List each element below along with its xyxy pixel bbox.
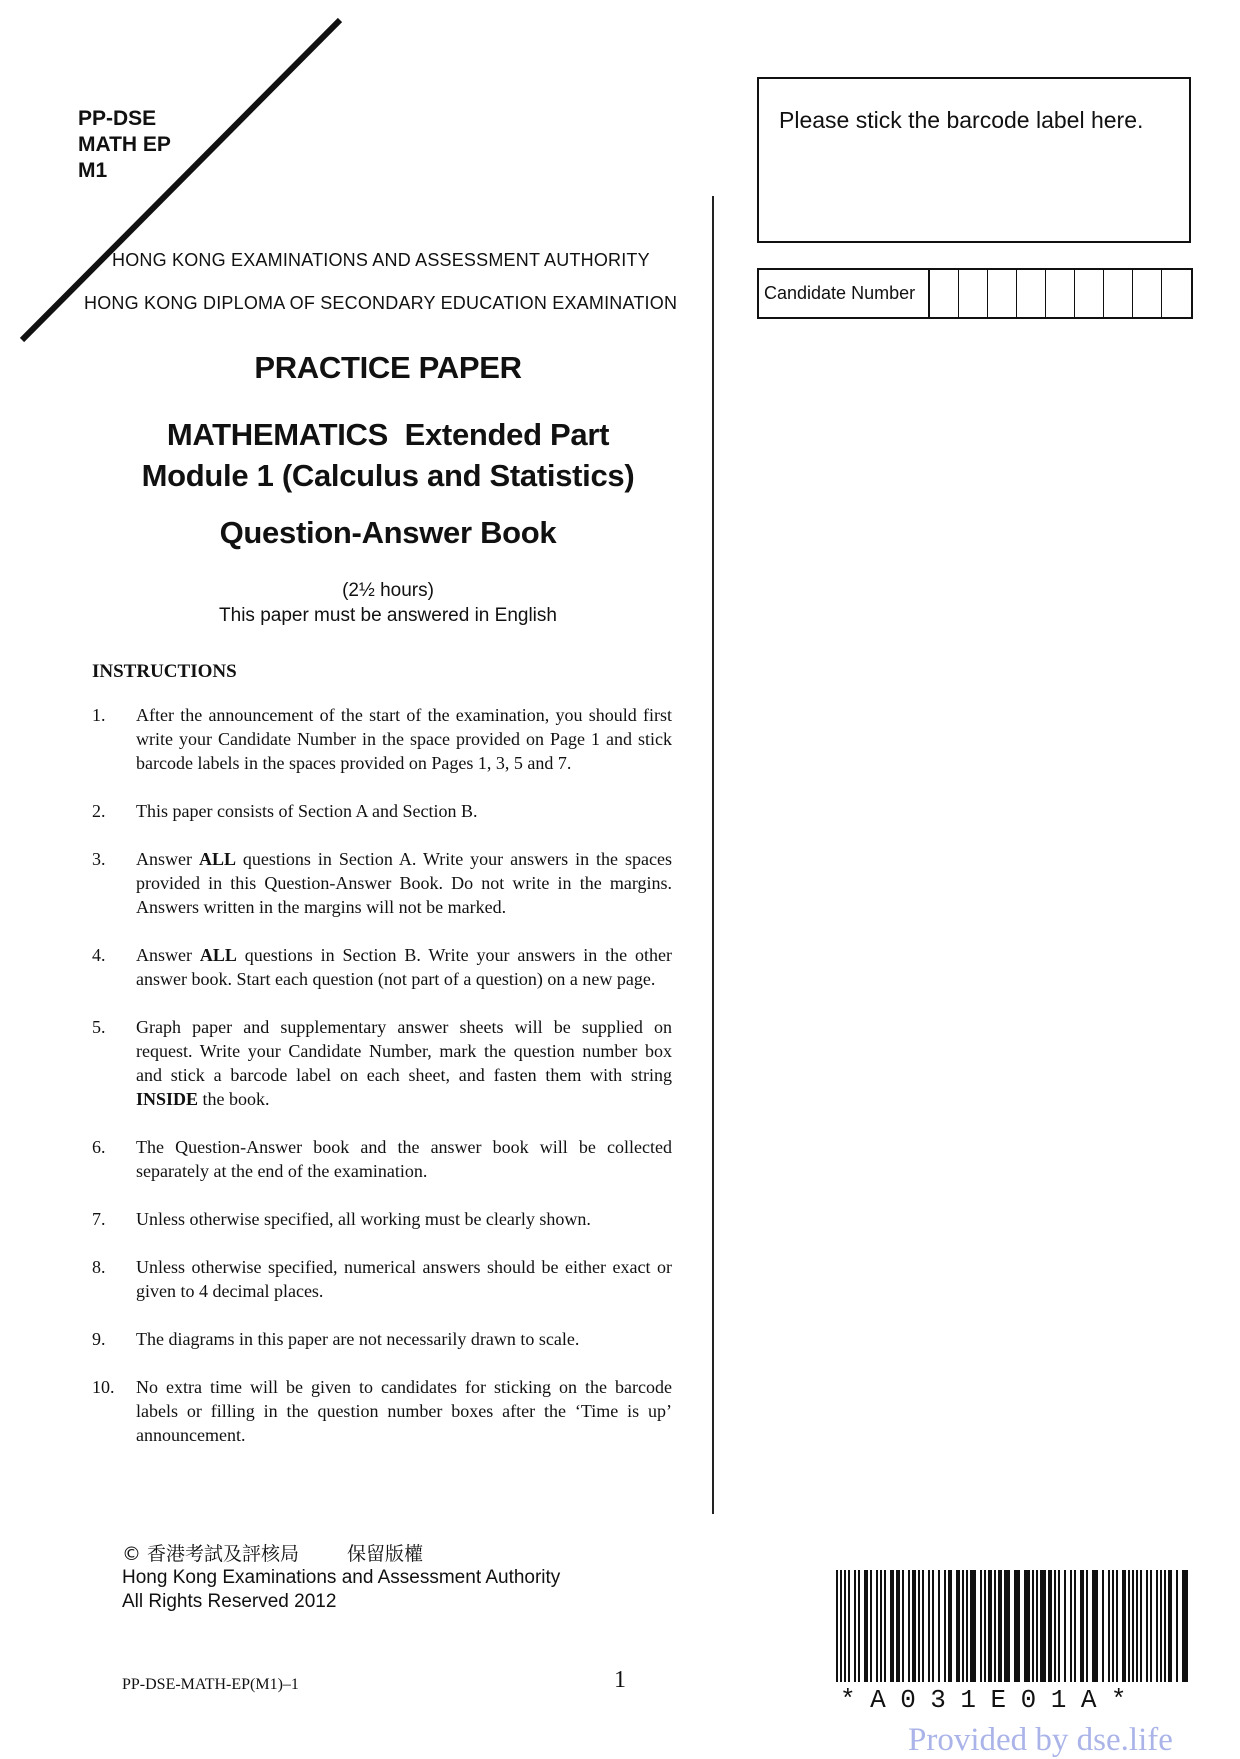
barcode-label-instruction: Please stick the barcode label here. — [779, 107, 1144, 133]
barcode-bar — [1004, 1570, 1010, 1682]
barcode-bar — [1102, 1570, 1104, 1682]
barcode-bar — [1116, 1570, 1118, 1682]
instruction-emphasis: ALL — [199, 945, 237, 965]
barcode-bar — [1040, 1570, 1046, 1682]
barcode-bar — [1036, 1570, 1038, 1682]
barcode-bar — [922, 1570, 924, 1682]
barcode-bar — [1122, 1570, 1126, 1682]
barcode-bar — [984, 1570, 986, 1682]
instruction-text-part: No extra time will be given to candidates for sticking on the barcode labels or filling in the question number boxes after the ‘Time is up’ announcement. — [136, 1377, 672, 1445]
copyright-block — [122, 1542, 560, 1614]
barcode-bar — [1054, 1570, 1056, 1682]
barcode-bar — [1014, 1570, 1020, 1682]
duration-block — [78, 578, 698, 628]
barcode-bar — [1080, 1570, 1084, 1682]
barcode-bar — [1176, 1570, 1178, 1682]
candidate-number-cell[interactable] — [959, 270, 988, 317]
barcode-bar — [1132, 1570, 1134, 1682]
barcode-bar — [994, 1570, 996, 1682]
barcode-bar — [1108, 1570, 1110, 1682]
candidate-number-cell[interactable] — [1133, 270, 1162, 317]
barcode-bar — [1058, 1570, 1060, 1682]
barcode-bar — [858, 1570, 860, 1682]
barcode-bar — [836, 1570, 838, 1682]
instruction-number: 4. — [92, 945, 106, 965]
barcode-bar — [1164, 1570, 1166, 1682]
barcode-bar — [880, 1570, 882, 1682]
candidate-number-cell[interactable] — [988, 270, 1017, 317]
barcode-text: *A031E01A* — [840, 1685, 1142, 1715]
instruction-item — [92, 1135, 672, 1183]
exam-name: HONG KONG DIPLOMA OF SECONDARY EDUCATION EXAMINATION — [84, 293, 678, 313]
vertical-divider — [712, 196, 714, 1514]
paper-code-line: PP-DSE — [78, 107, 157, 130]
barcode-bar — [980, 1570, 982, 1682]
barcode-bar — [988, 1570, 992, 1682]
paper-code-line: M1 — [78, 159, 108, 182]
instruction-item — [92, 799, 672, 823]
instruction-number: 6. — [92, 1137, 106, 1157]
instruction-text-part: After the announcement of the start of the examination, you should first write your Candidate Number in the space provided on Page 1 and stick barcode labels in the spaces provided on Pages 1, 3, 5 and 7. — [136, 705, 672, 773]
paper-code-line: MATH EP — [78, 133, 171, 156]
instruction-item — [92, 1207, 672, 1231]
authority-name: HONG KONG EXAMINATIONS AND ASSESSMENT AUTHORITY — [112, 250, 650, 270]
instruction-text — [136, 847, 672, 919]
barcode-bar — [938, 1570, 940, 1682]
barcode-bar — [944, 1570, 946, 1682]
barcode-bar — [1024, 1570, 1030, 1682]
barcode-bar — [1146, 1570, 1148, 1682]
candidate-number-cell[interactable] — [1075, 270, 1104, 317]
instruction-number: 10. — [92, 1377, 115, 1397]
instruction-text-part: The Question-Answer book and the answer book will be collected separately at the end of the examination. — [136, 1137, 672, 1181]
barcode-bar — [876, 1570, 878, 1682]
module-line: Module 1 (Calculus and Statistics) — [141, 458, 635, 493]
watermark: Provided by dse.life — [908, 1722, 1173, 1758]
instruction-text-part: Unless otherwise specified, numerical answers should be either exact or given to 4 decimal places. — [136, 1257, 672, 1301]
barcode-bar — [1128, 1570, 1130, 1682]
instruction-number: 7. — [92, 1209, 106, 1229]
barcode-bar — [1160, 1570, 1162, 1682]
barcode-bar — [848, 1570, 850, 1682]
barcode-bar — [854, 1570, 856, 1682]
candidate-number-cell[interactable] — [1046, 270, 1075, 317]
barcode-bar — [966, 1570, 968, 1682]
barcode-bar — [1182, 1570, 1188, 1682]
page-number: 1 — [614, 1667, 626, 1693]
barcode-bar — [1048, 1570, 1052, 1682]
instruction-item — [92, 1327, 672, 1351]
instruction-text — [136, 1207, 672, 1231]
instruction-item — [92, 1375, 672, 1447]
barcode-bar — [1032, 1570, 1034, 1682]
instruction-number: 3. — [92, 849, 106, 869]
barcode-bar — [844, 1570, 846, 1682]
barcode-bar — [918, 1570, 920, 1682]
barcode-bar — [1074, 1570, 1076, 1682]
barcode-bar — [998, 1570, 1002, 1682]
copyright-authority: Hong Kong Examinations and Assessment Authority — [122, 1567, 561, 1588]
instruction-text-part: Unless otherwise specified, all working must be clearly shown. — [136, 1209, 591, 1229]
instruction-number: 2. — [92, 801, 106, 821]
footer-paper-code: PP-DSE-MATH-EP(M1)–1 — [122, 1676, 299, 1693]
barcode-bar — [1064, 1570, 1066, 1682]
barcode-bar — [1112, 1570, 1114, 1682]
barcode-bar — [1136, 1570, 1138, 1682]
barcode-bar — [908, 1570, 910, 1682]
barcode-bar — [840, 1570, 842, 1682]
instruction-text-part: questions in Section B. Write your answers in the other answer book. Start each question (not part of a question) on a new page. — [136, 945, 672, 989]
instruction-text — [136, 1135, 672, 1183]
instruction-text — [136, 1375, 672, 1447]
paper-code-block — [78, 106, 171, 184]
barcode-bar — [884, 1570, 886, 1682]
book-title: Question-Answer Book — [219, 515, 557, 550]
instruction-item — [92, 1255, 672, 1303]
candidate-number-cell[interactable] — [1104, 270, 1133, 317]
instruction-text-part: Graph paper and supplementary answer sheets will be supplied on request. Write your Candidate Number, mark the question number box and stick a barcode label on each sheet, and fasten them with string — [136, 1017, 672, 1085]
barcode-bar — [1092, 1570, 1098, 1682]
instruction-number: 8. — [92, 1257, 106, 1277]
rights-reserved-chinese: 保留版權 — [347, 1543, 424, 1565]
barcode-bar — [870, 1570, 872, 1682]
barcode-bar — [948, 1570, 952, 1682]
barcode-bar — [1150, 1570, 1152, 1682]
copyright-chinese: © 香港考試及評核局 — [122, 1543, 300, 1565]
barcode-bar — [912, 1570, 916, 1682]
instruction-item — [92, 703, 672, 775]
barcode-bar — [864, 1570, 868, 1682]
candidate-number-cell[interactable] — [1017, 270, 1046, 317]
instruction-text — [136, 1255, 672, 1303]
instruction-number: 5. — [92, 1017, 106, 1037]
barcode-bar — [1086, 1570, 1088, 1682]
instruction-text — [136, 703, 672, 775]
barcode-image — [836, 1570, 1196, 1682]
candidate-number-cell[interactable] — [930, 270, 959, 317]
instructions-list — [92, 703, 672, 1471]
barcode-bar — [902, 1570, 904, 1682]
instruction-emphasis: INSIDE — [136, 1089, 199, 1109]
barcode-bar — [962, 1570, 964, 1682]
subject-line: MATHEMATICS Extended Part — [166, 417, 610, 452]
instruction-text — [136, 943, 672, 991]
instruction-item — [92, 1015, 672, 1111]
instruction-item — [92, 943, 672, 991]
instruction-text-part: questions in Section A. Write your answers in the spaces provided in this Question-Answer Book. Do not write in the margins. Answers written in the margins will not be marked. — [136, 849, 672, 917]
barcode-bar — [1156, 1570, 1158, 1682]
duration: (2½ hours) — [342, 580, 434, 601]
instruction-text-part: The diagrams in this paper are not necessarily drawn to scale. — [136, 1329, 580, 1349]
instruction-text-part: Answer — [136, 849, 199, 869]
instruction-emphasis: ALL — [198, 849, 236, 869]
candidate-number-label: Candidate Number — [759, 270, 930, 317]
copyright-year: All Rights Reserved 2012 — [122, 1591, 337, 1612]
subject-title — [78, 414, 698, 496]
barcode-bar — [1168, 1570, 1172, 1682]
barcode-bar — [956, 1570, 960, 1682]
instruction-number: 1. — [92, 705, 106, 725]
instruction-text — [136, 1327, 672, 1351]
instructions-heading: INSTRUCTIONS — [92, 661, 237, 682]
candidate-number-cell[interactable] — [1162, 270, 1191, 317]
practice-paper-title: PRACTICE PAPER — [254, 350, 522, 385]
barcode-bar — [896, 1570, 900, 1682]
barcode-label-box — [757, 77, 1191, 243]
barcode-bar — [890, 1570, 894, 1682]
instruction-text-part: This paper consists of Section A and Section B. — [136, 801, 478, 821]
instruction-item — [92, 847, 672, 919]
barcode-bar — [970, 1570, 976, 1682]
barcode-bar — [1070, 1570, 1072, 1682]
candidate-number-box — [757, 268, 1193, 319]
barcode-bar — [932, 1570, 934, 1682]
instruction-text-part: the book. — [198, 1089, 270, 1109]
instruction-text-part: Answer — [136, 945, 200, 965]
barcode-bar — [1140, 1570, 1142, 1682]
language-note: This paper must be answered in English — [219, 605, 557, 626]
instruction-text — [136, 1015, 672, 1111]
instruction-number: 9. — [92, 1329, 106, 1349]
instruction-text — [136, 799, 672, 823]
barcode-bar — [928, 1570, 930, 1682]
